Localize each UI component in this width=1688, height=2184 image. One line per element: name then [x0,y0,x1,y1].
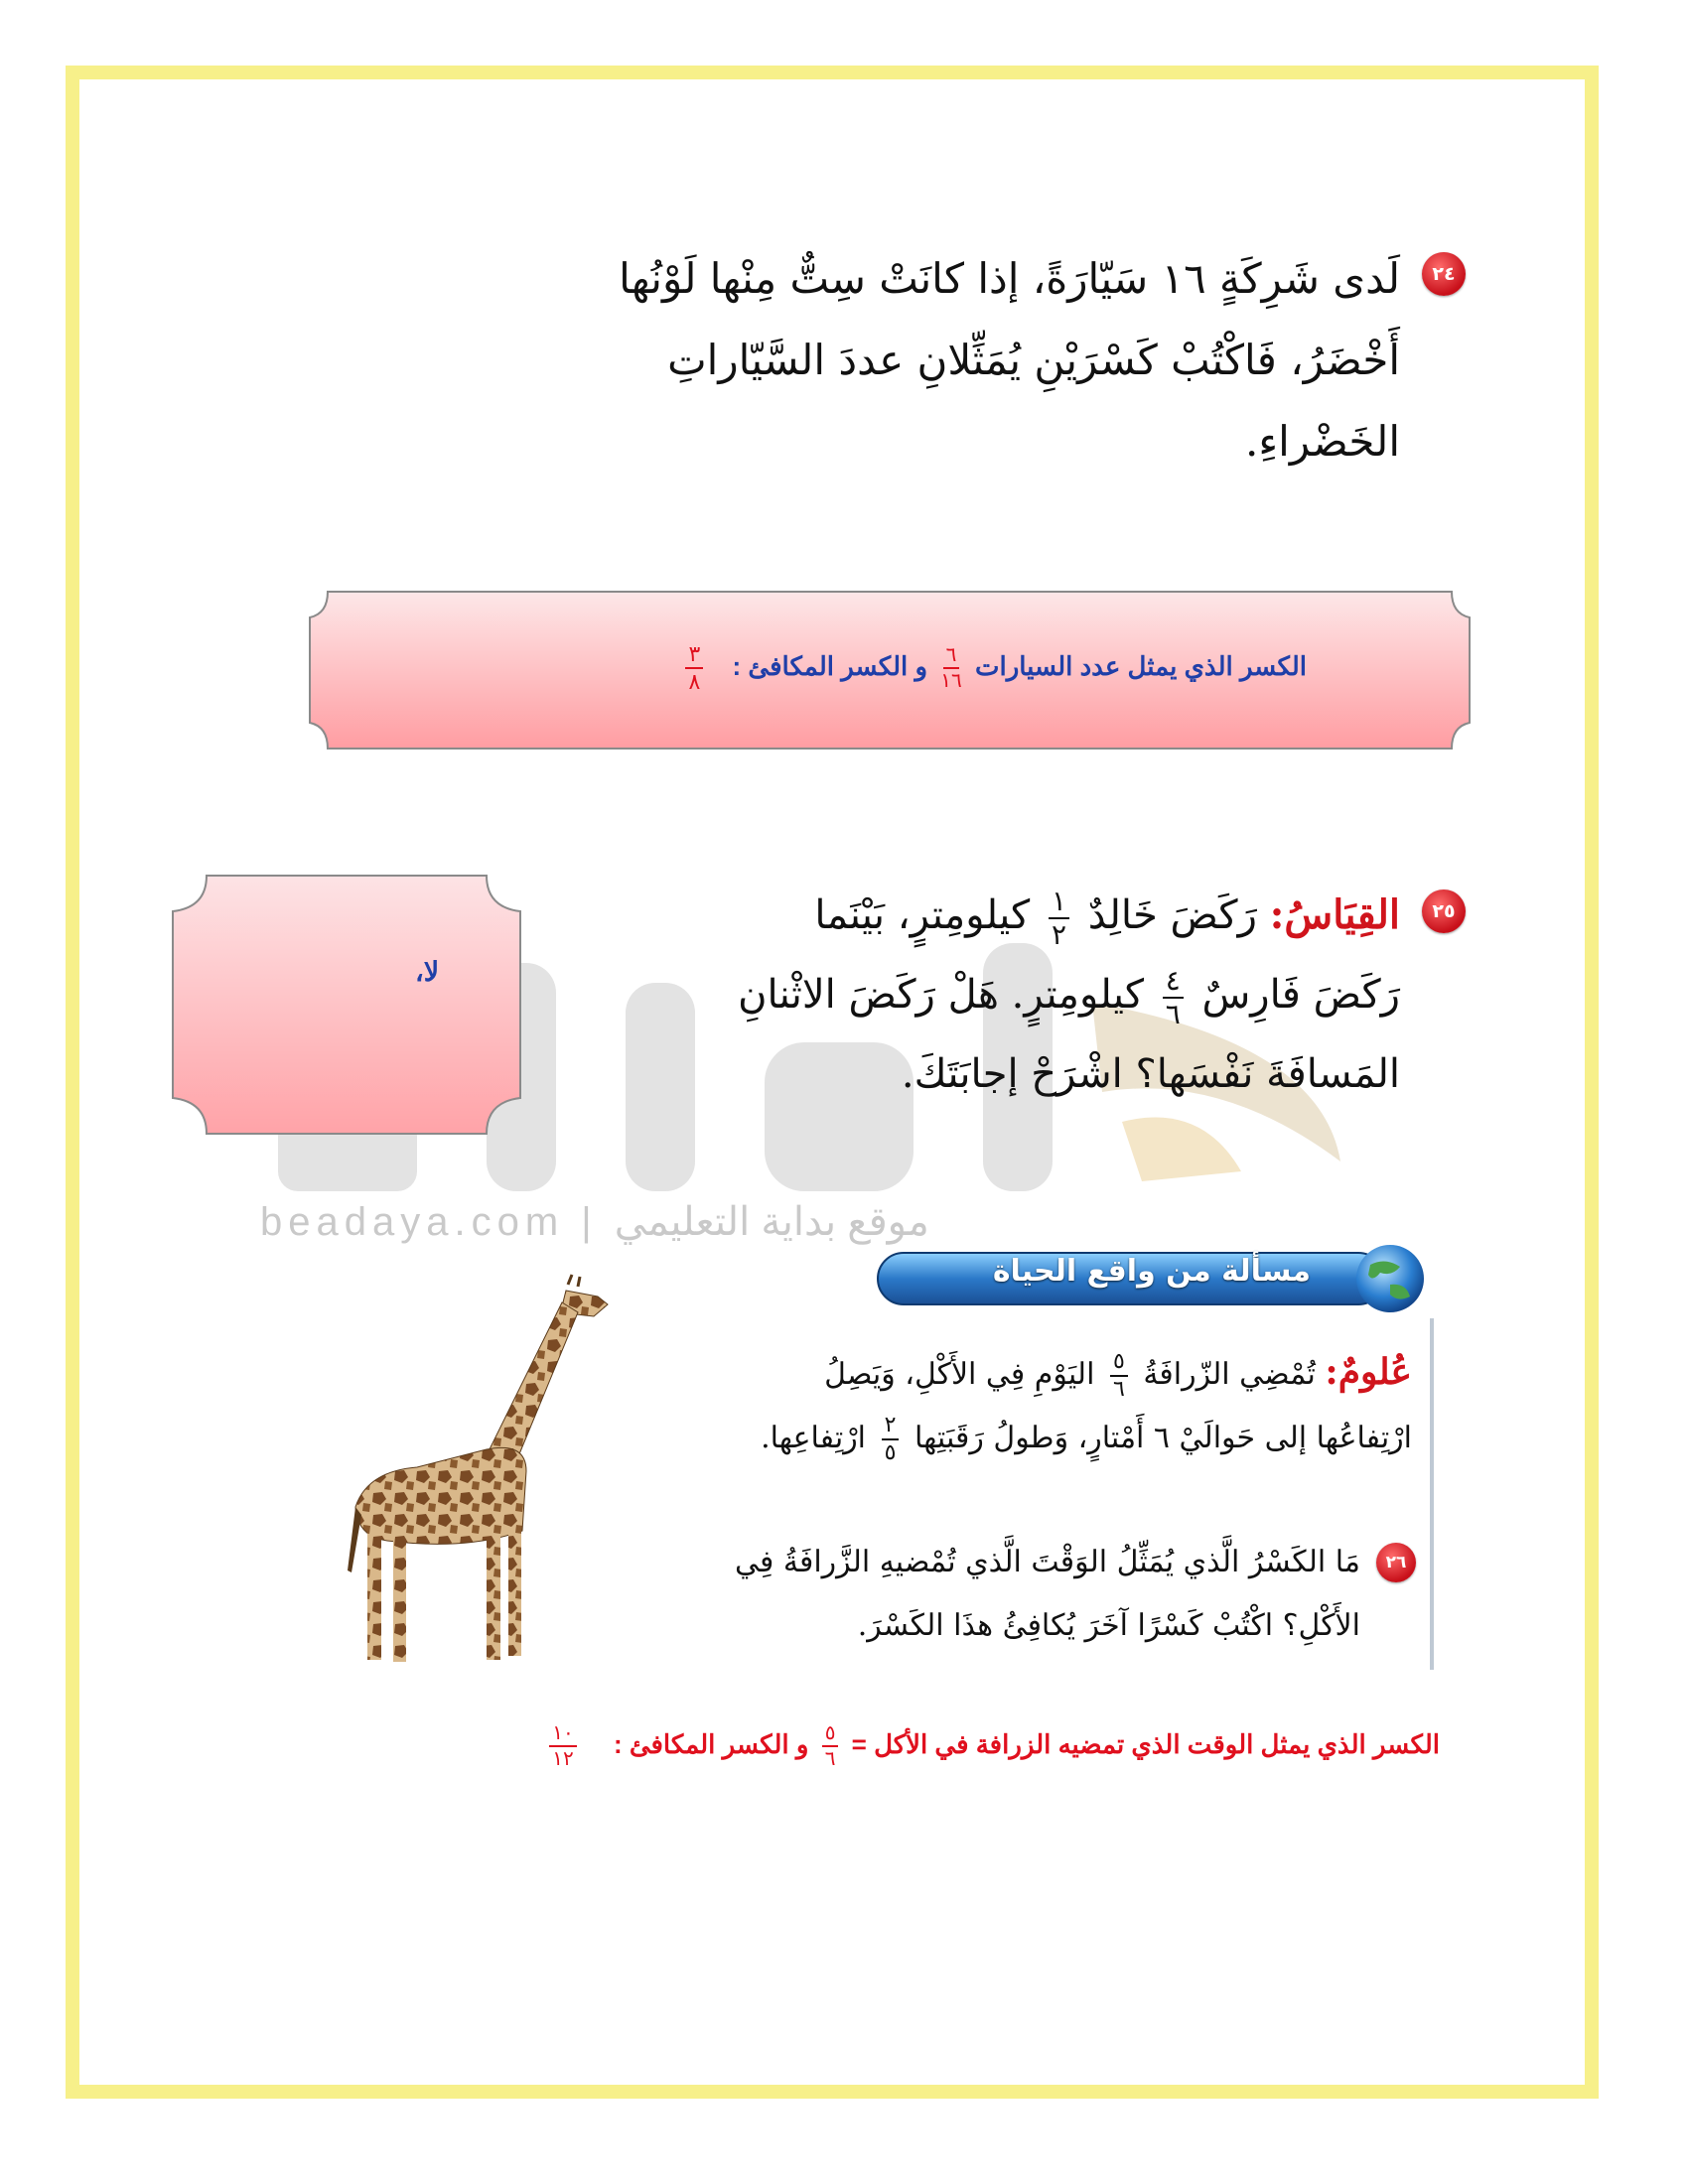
answer-q26 [543,1723,1440,1769]
question-number-26: ٢٦ [1376,1543,1416,1582]
fraction-2-5 [882,1415,900,1464]
answer-box-q24 [304,586,1476,754]
science-line2-b: ارْتِفاعِها. [761,1421,867,1455]
fraction-denominator: ٦ [824,1748,836,1770]
answer-q25-text: لا، [415,957,440,987]
watermark-text: beadaya.com | موقع بداية التعليمي [260,1200,929,1244]
fraction-5-6-answer [822,1723,839,1769]
banner-label: مسألة من واقع الحياة [992,1254,1311,1289]
q25-title: القِيَاسُ: [1269,891,1400,938]
science-line1-b: اليَوْمِ فِي الأَكْلِ، وَيَصِلُ [824,1357,1095,1392]
q25-line-2 [546,955,1400,1034]
fraction-numerator: ٤ [1163,967,1184,999]
q25-line2-b: كيلومِترٍ. هَلْ رَكَضَ الاثْنانِ [738,972,1144,1018]
q26-line-2: الأَكْلِ؟ اكْتُبْ كَسْرًا آخَرَ يُكافِئُ هذَا الكَسْرَ. [857,1608,1360,1643]
answer-q26-prefix: الكسر الذي يمثل الوقت الذي تمضيه الزرافة في الأكل = [851,1728,1440,1759]
q24-line-2: أَخْضَرُ، فَاكْتُبْ كَسْرَيْنِ يُمَثِّلانِ عددَ السَّيّاراتِ [667,336,1400,384]
q25-line-1 [546,876,1400,955]
fraction-1-2 [1049,887,1069,949]
q25-line2-a: رَكَضَ فَارِسٌ [1201,972,1400,1018]
question-25-text [546,876,1400,1114]
q25-line1-b: كيلومِترٍ، بَيْنَما [814,892,1031,938]
answer-q26-middle: و الكسر المكافئ : [613,1728,809,1759]
science-line1-a: تُمْضِي الزّرافَةُ [1143,1357,1316,1392]
real-life-banner [874,1243,1430,1314]
fraction-numerator: ٣ [685,643,703,669]
answer-box-shape [167,870,526,1140]
fraction-denominator: ١٦ [940,670,962,692]
giraffe-image [328,1273,616,1670]
answer-box-q25 [167,870,526,1140]
answer-q24-prefix: الكسر الذي يمثل عدد السيارات [975,650,1307,681]
science-text [618,1340,1412,1470]
fraction-denominator: ٦ [1112,1377,1125,1402]
q26-line-1: مَا الكَسْرُ الَّذي يُمَثِّلُ الوَقْتَ الَّذي تُمْضيهِ الزَّرافَةُ فِي [735,1545,1360,1579]
answer-q24-text [679,643,1307,693]
fraction-numerator: ٢ [882,1415,900,1440]
fraction-4-6 [1163,964,1184,1030]
globe-icon [1356,1245,1424,1312]
science-line-2 [618,1407,1412,1470]
fraction-numerator: ١ [1049,887,1069,919]
fraction-numerator: ٥ [822,1723,839,1747]
fraction-denominator: ١٢ [552,1748,574,1770]
fraction-numerator: ٦ [943,645,960,669]
q25-line-3: المَسافَةَ نَفْسَها؟ اشْرَحْ إجابَتَكَ. [901,1051,1400,1097]
fraction-5-6 [1110,1351,1128,1401]
answer-q24-middle: و الكسر المكافئ : [732,650,928,681]
question-26-text [586,1531,1360,1658]
fraction-denominator: ٨ [688,669,701,694]
fraction-denominator: ٥ [884,1440,897,1465]
fraction-10-12 [549,1723,576,1769]
q24-line-1: لَدى شَرِكَةٍ ١٦ سَيّارَةً، إذا كانَتْ سِتٌّ مِنْها لَوْنُها [619,254,1400,303]
question-number-25: ٢٥ [1422,889,1466,933]
science-line2-a: ارْتِفاعُها إلى حَوالَيْ ٦ أَمْتارٍ، وَطولُ رَقَبَتِها [914,1421,1412,1455]
science-title: عُلومٌ: [1325,1351,1412,1393]
fraction-denominator: ٦ [1165,998,1181,1030]
q24-line-3: الخَضْراءِ. [1245,417,1400,466]
fraction-numerator: ١٠ [549,1723,576,1747]
fraction-numerator: ٥ [1110,1351,1128,1377]
fraction-3-8 [685,643,703,693]
question-24-text [506,238,1400,482]
science-line-1 [618,1340,1412,1407]
question-number-24: ٢٤ [1422,252,1466,296]
q25-line1-a: رَكَضَ خَالِدٌ [1087,892,1257,938]
fraction-6-16 [940,645,961,691]
fraction-denominator: ٢ [1051,918,1066,951]
